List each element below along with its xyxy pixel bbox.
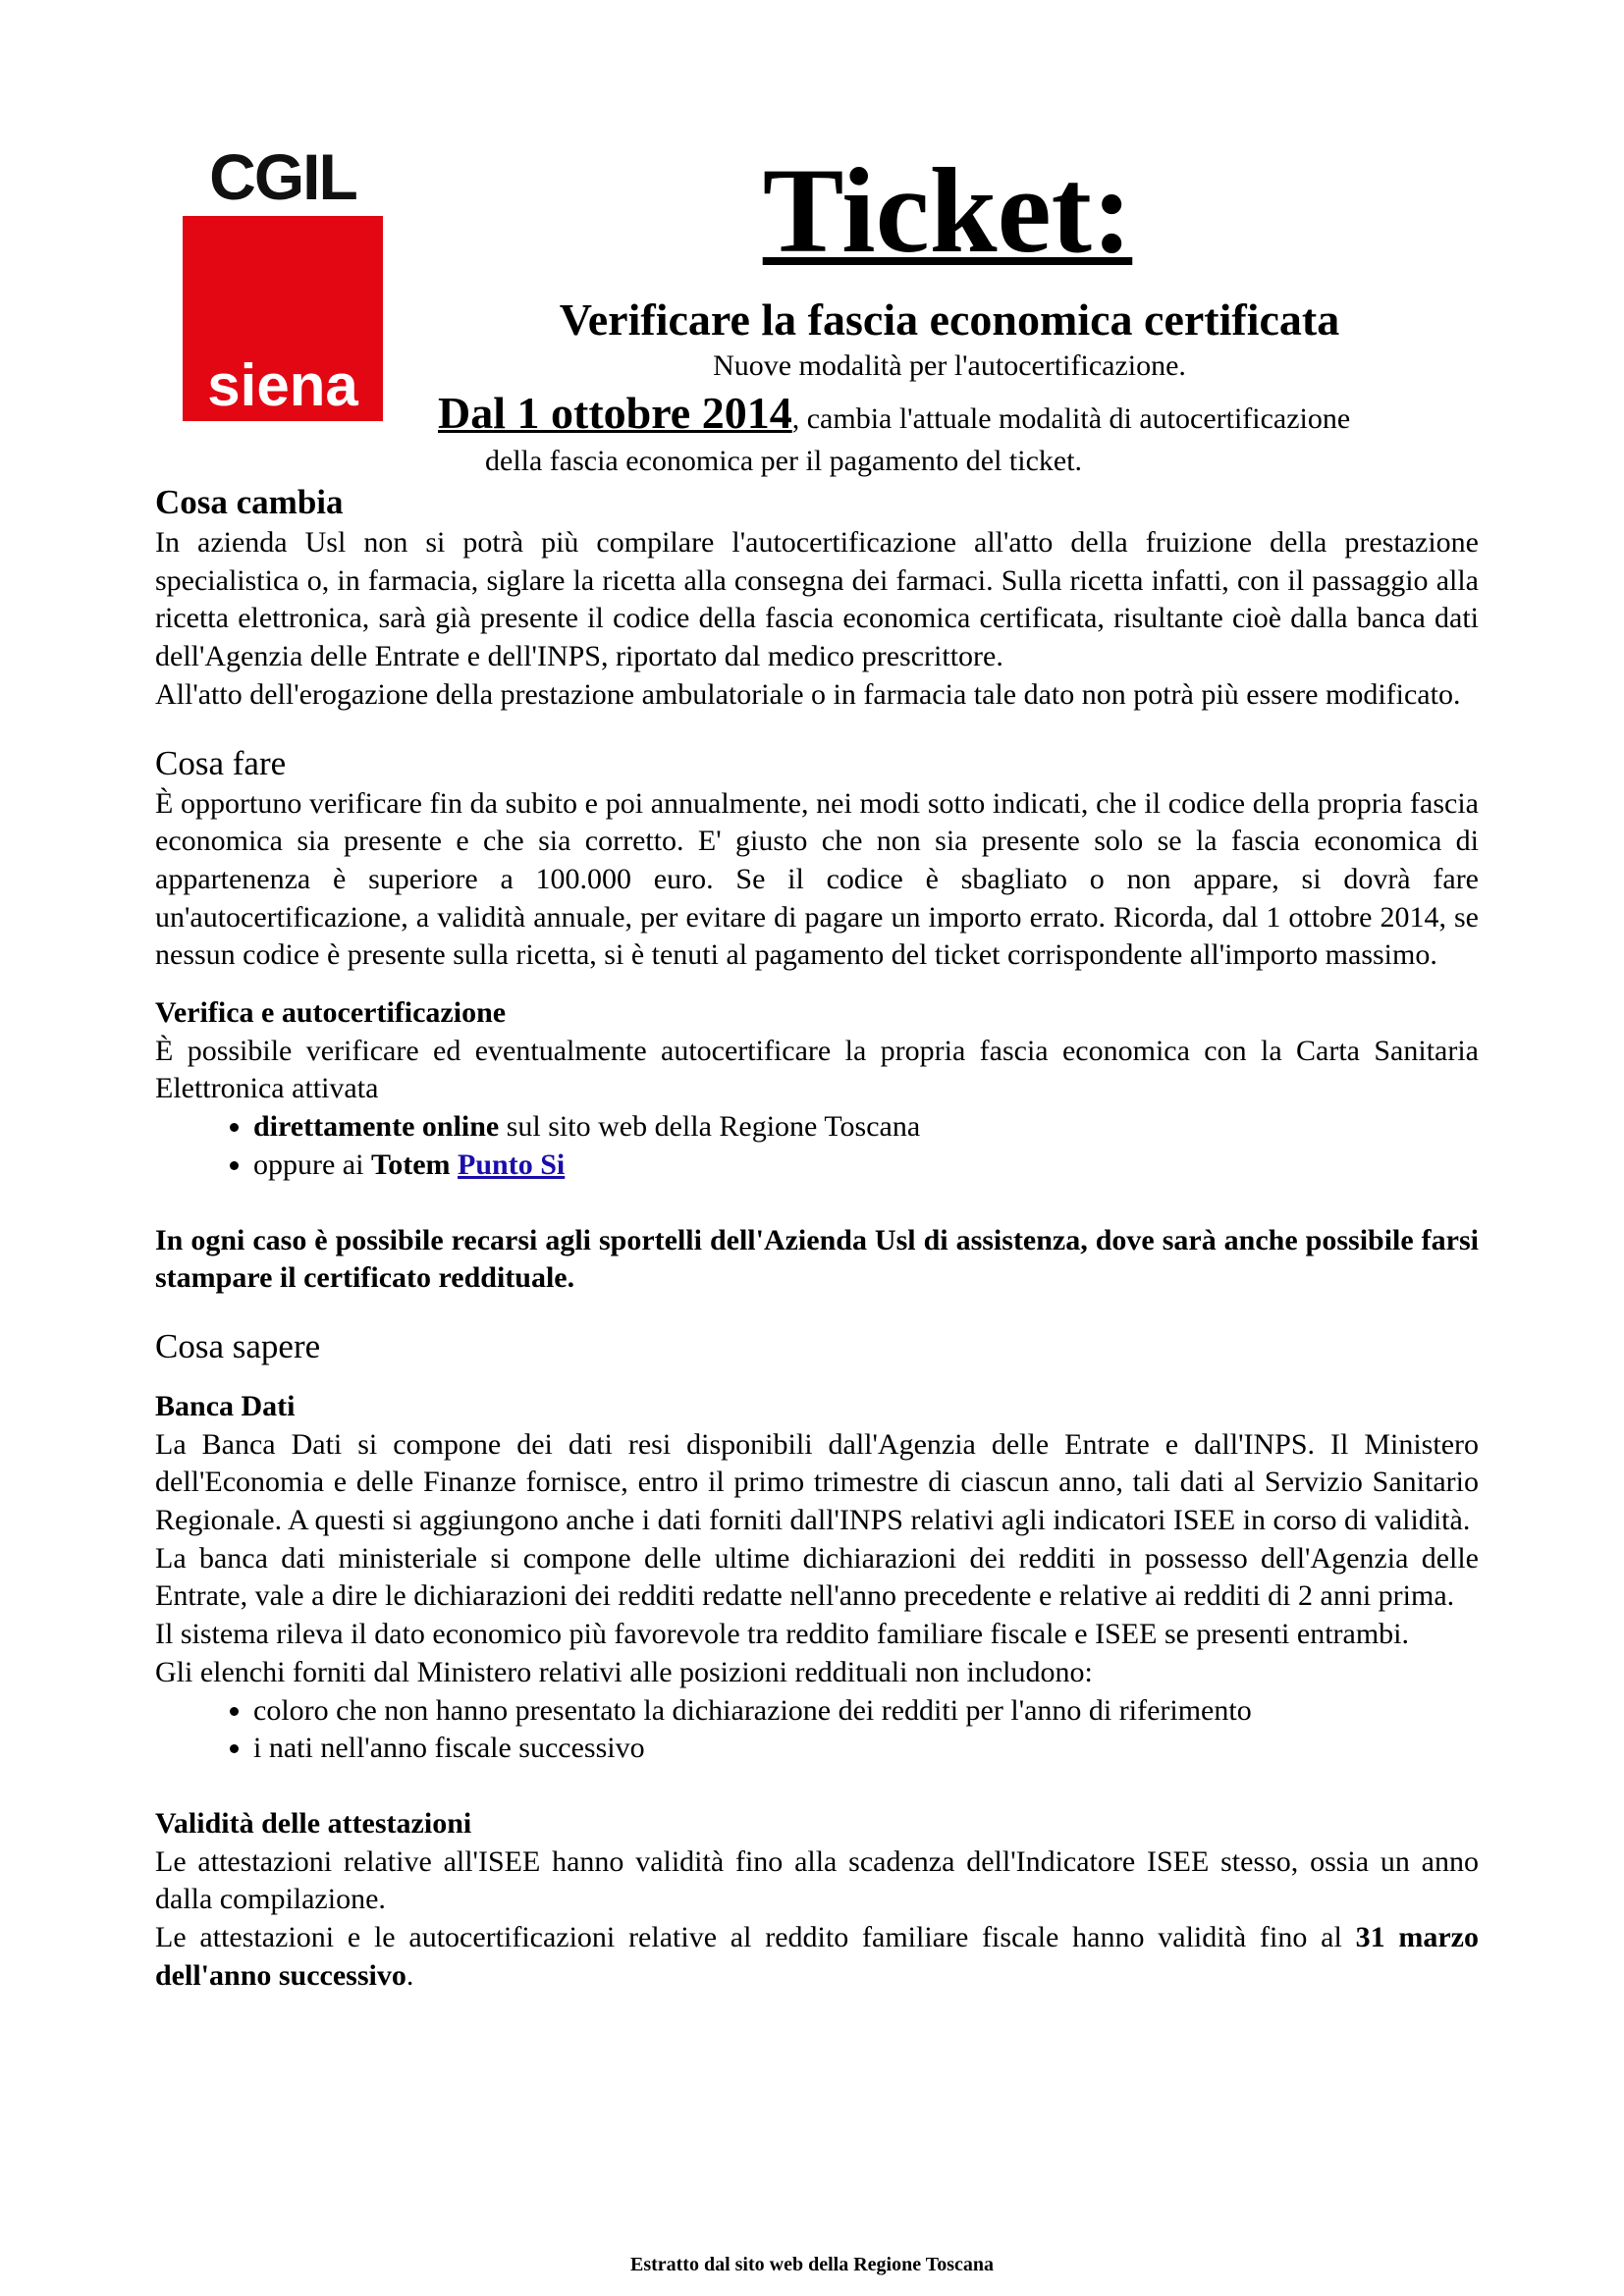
logo-top [183,139,383,214]
section-heading-banca-dati: Banca Dati [155,1389,296,1422]
page-title-text: Ticket: [762,143,1133,278]
page-subline: Nuove modalità per l'autocertificazione. [713,349,1186,382]
paragraph: È opportuno verificare fin da subito e poi annualmente, nei modi sotto indicati, che il codice della propria fascia economica sia presente e che sia corretto. E' giusto che non sia presente solo se la fascia economica di appartenenza è superiore a 100.000 euro. Se il codice è sbagliato o non appare, si dovrà fare un'autocertificazione, a validità annuale, per evitare di pagare un importo errato. Ricorda, dal 1 ottobre 2014, se nessun codice è presente sulla ricetta, si è tenuti al pagamento del ticket corrispondente all'importo massimo. [155,786,1479,972]
paragraph: La Banca Dati si compone dei dati resi disponibili dall'Agenzia delle Entrate e dall'INPS. Il Ministero dell'Economia e delle Finanze fornisce, entro il primo trimestre di ciascun anno, tali dati al Servizio Sanitario Regionale. A questi si aggiungono anche i dati forniti dall'INPS relativi agli indicatori ISEE in corso di validità. [155,1427,1479,1537]
date-strong: Dal 1 ottobre 2014 [438,388,792,438]
cgil-siena-logo [183,139,383,421]
exclusions-list [155,1692,1479,1768]
logo-red-block [183,216,383,421]
date-line [438,388,1498,445]
section-heading-validita: Validità delle attestazioni [155,1806,472,1840]
paragraph: Le attestazioni relative all'ISEE hanno validità fino alla scadenza dell'Indicatore ISEE stesso, ossia un anno dalla compilazione. [155,1844,1479,1916]
date-line-2: della fascia economica per il pagamento del ticket. [485,445,1083,477]
page-title [727,143,1168,278]
text: . [406,1958,414,1992]
document-body [155,481,1479,1996]
list-item: • i nati nell'anno fiscale successivo [253,1730,1479,1768]
logo-bottom-text: siena [207,352,358,418]
paragraph: Il sistema rileva il dato economico più favorevole tra reddito familiare fiscale e ISEE se presenti entrambi. [155,1618,1410,1651]
list-item: • coloro che non hanno presentato la dichiarazione dei redditi per l'anno di riferimento [253,1692,1479,1731]
text: Le attestazioni e le autocertificazioni relative al reddito familiare fiscale hanno validità fino al [155,1921,1356,1954]
page-subtitle: Verificare la fascia economica certificata [559,294,1340,345]
paragraph [155,1919,1479,1995]
list-item-text: sul sito web della Regione Toscana [499,1110,921,1144]
paragraph: Gli elenchi forniti dal Ministero relativi alle posizioni reddituali non includono: [155,1655,1093,1688]
section-heading-cosa-fare: Cosa fare [155,743,287,782]
verifica-list [155,1108,1479,1184]
section-heading-cosa-sapere: Cosa sapere [155,1326,321,1365]
footer-note: Estratto dal sito web della Regione Toscana [629,2254,995,2275]
paragraph-bold: In ogni caso è possibile recarsi agli sportelli dell'Azienda Usl di assistenza, dove sarà anche possibile farsi stampare il certificato reddituale. [155,1223,1479,1295]
paragraph: È possibile verificare ed eventualmente autocertificare la propria fascia economica con la Carta Sanitaria Elettronica attivata [155,1034,1479,1105]
paragraph: La banca dati ministeriale si compone delle ultime dichiarazioni dei redditi in possesso dell'Agenzia delle Entrate, vale a dire le dichiarazioni dei redditi redatte nell'anno precedente e relative ai redditi di 2 anni prima. [155,1541,1479,1613]
list-item [253,1108,1479,1147]
paragraph: All'atto dell'erogazione della prestazione ambulatoriale o in farmacia tale dato non potrà più essere modificato. [155,677,1461,711]
punto-si-link[interactable]: Punto Si [458,1148,566,1181]
paragraph: In azienda Usl non si potrà più compilare l'autocertificazione all'atto della fruizione della prestazione specialistica o, in farmacia, siglare la ricetta alla consegna dei farmaci. Sulla ricetta infatti, con il passaggio alla ricetta elettronica, sarà già presente il codice della fascia economica certificata, risultante cioè dalla banca dati dell'Agenzia delle Entrate e dell'INPS, riportato dal medico prescrittore. [155,526,1479,673]
list-item-text: oppure ai [253,1148,371,1181]
text-bold: 31 marzo dell'anno successivo [155,1921,1479,1992]
logo-top-text: CGIL [209,140,356,213]
list-item [253,1147,1479,1185]
list-item-bold: direttamente online [253,1110,500,1144]
section-heading-cosa-cambia: Cosa cambia [155,483,344,521]
list-item-bold: Totem [370,1148,451,1181]
date-rest: , cambia l'attuale modalità di autocertificazione [791,402,1351,435]
section-heading-verifica: Verifica e autocertificazione [155,996,507,1030]
